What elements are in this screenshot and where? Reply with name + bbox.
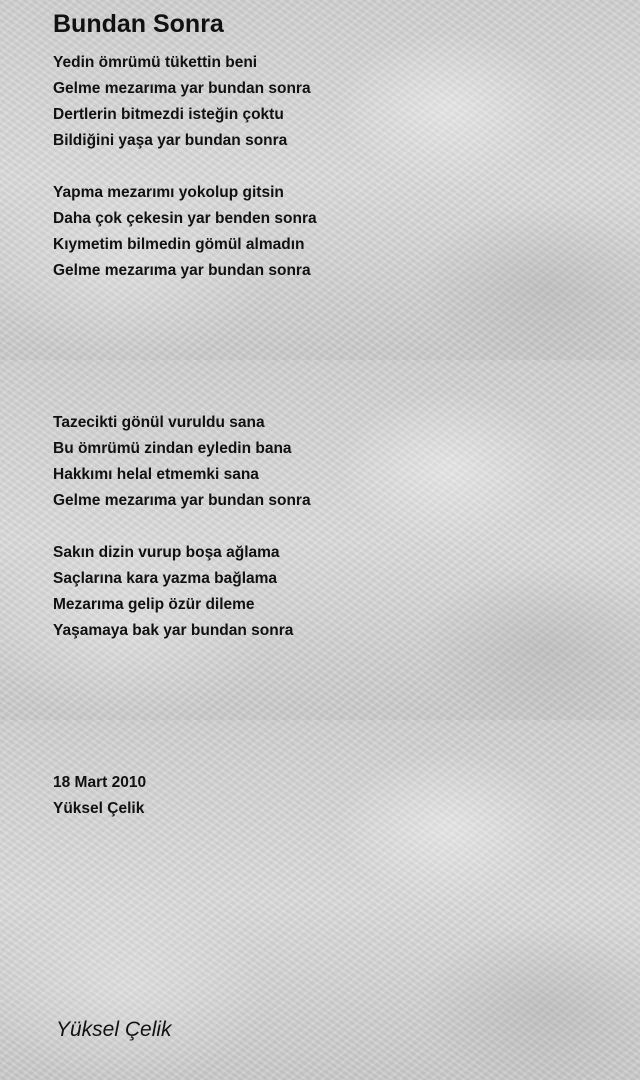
stanza-2: [53, 180, 317, 284]
poem-line: Gelme mezarıma yar bundan sonra: [53, 80, 311, 97]
stanza-4: [53, 540, 311, 644]
poem-body-part-1: [53, 50, 317, 284]
poem-line: Kıymetim bilmedin gömül almadın: [53, 236, 305, 253]
stanza-gap: [53, 154, 317, 180]
stanza-gap: [53, 514, 311, 540]
poem-line: Bu ömrümü zindan eyledin bana: [53, 440, 292, 457]
poem-body-part-2: [53, 410, 311, 644]
poem-line: Gelme mezarıma yar bundan sonra: [53, 492, 311, 509]
poem-line: Saçlarına kara yazma bağlama: [53, 570, 278, 587]
poem-line: Mezarıma gelip özür dileme: [53, 596, 255, 613]
poem-line: Bildiğini yaşa yar bundan sonra: [53, 132, 288, 149]
poem-date: 18 Mart 2010: [53, 774, 147, 791]
poem-panel-1: [0, 0, 640, 360]
stanza-3: [53, 410, 311, 514]
poem-line: Tazecikti gönül vuruldu sana: [53, 414, 265, 431]
author-signature: Yüksel Çelik: [56, 1018, 172, 1041]
poem-line: Hakkımı helal etmemki sana: [53, 466, 259, 483]
poem-footer: [53, 770, 146, 822]
poem-author: Yüksel Çelik: [53, 800, 145, 817]
poem-panel-3: [0, 720, 640, 1080]
poem-line: Gelme mezarıma yar bundan sonra: [53, 262, 311, 279]
poem-line: Dertlerin bitmezdi isteğin çoktu: [53, 106, 284, 123]
stanza-1: [53, 50, 317, 154]
poem-line: Yaşamaya bak yar bundan sonra: [53, 622, 294, 639]
poem-line: Daha çok çekesin yar benden sonra: [53, 210, 317, 227]
poem-line: Sakın dizin vurup boşa ağlama: [53, 544, 280, 561]
poem-title: Bundan Sonra: [53, 10, 224, 38]
poem-panel-2: [0, 360, 640, 720]
poem-line: Yedin ömrümü tükettin beni: [53, 54, 258, 71]
poem-line: Yapma mezarımı yokolup gitsin: [53, 184, 284, 201]
